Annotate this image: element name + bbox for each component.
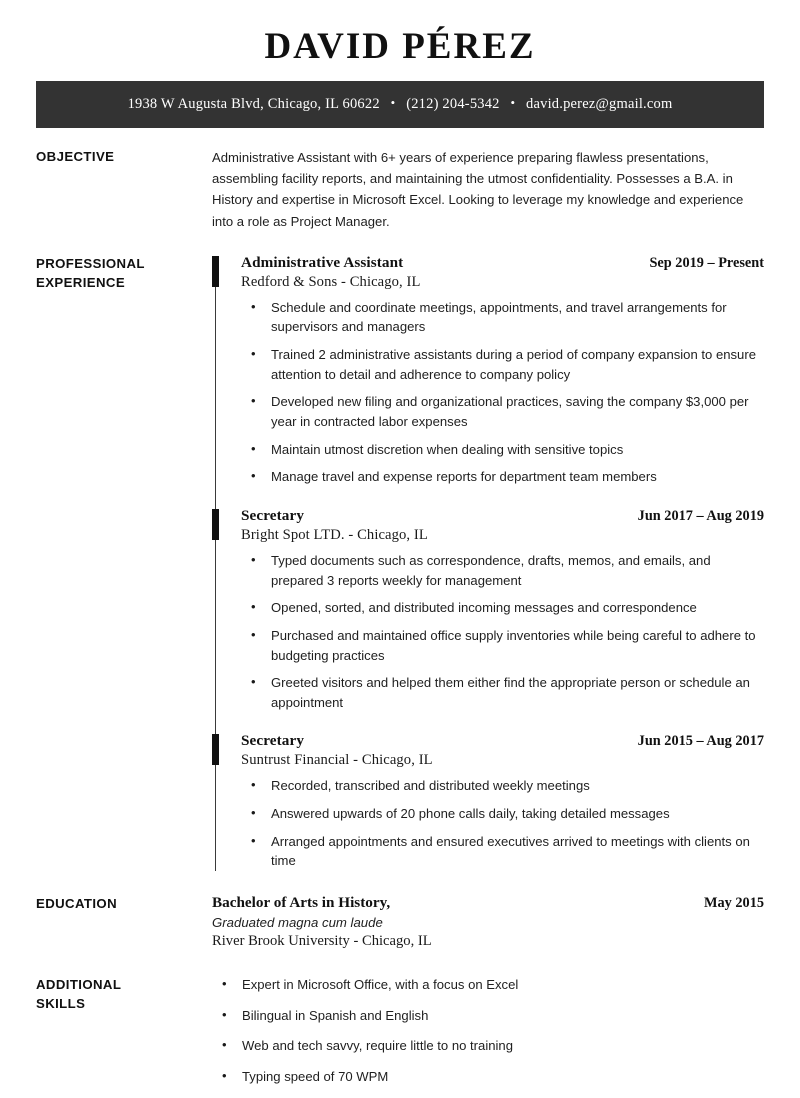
education-school: River Brook University - Chicago, IL: [212, 932, 432, 949]
skills-section: [36, 975, 764, 1098]
education-degree: Bachelor of Arts in History,: [212, 893, 391, 911]
contact-separator-2: •: [510, 95, 516, 110]
job-bullet: • Developed new filing and organizational practices, saving the company $3,000 per year in contracted labor expenses: [241, 392, 764, 431]
experience-section: [36, 254, 764, 871]
section-label-objective: OBJECTIVE: [36, 149, 115, 164]
job-dates: Jun 2017 – Aug 2019: [637, 507, 764, 524]
experience-entry: [241, 254, 764, 487]
section-label-experience: [36, 254, 212, 292]
job-bullet-list: [241, 551, 764, 712]
job-bullet-list: [241, 776, 764, 871]
job-bullet: • Greeted visitors and helped them either find the appropriate person or schedule an appointment: [241, 673, 764, 712]
timeline-rail: [215, 257, 216, 871]
job-bullet: • Schedule and coordinate meetings, appointments, and travel arrangements for supervisors and managers: [241, 298, 764, 337]
section-label-skills: [36, 975, 212, 1013]
job-bullet: • Opened, sorted, and distributed incoming messages and correspondence: [241, 598, 764, 618]
job-bullet: • Answered upwards of 20 phone calls daily, taking detailed messages: [241, 804, 764, 824]
timeline-marker-icon: [212, 256, 219, 287]
contact-phone: (212) 204-5342: [406, 96, 500, 112]
contact-email: david.perez@gmail.com: [526, 96, 673, 112]
job-bullet: • Recorded, transcribed and distributed weekly meetings: [241, 776, 764, 796]
job-title: Secretary: [241, 732, 305, 750]
contact-bar: [36, 81, 764, 128]
timeline-marker-icon: [212, 509, 219, 540]
job-title: Secretary: [241, 506, 305, 524]
experience-timeline: [212, 254, 764, 871]
objective-section: [36, 147, 764, 232]
skill-item: • Web and tech savvy, require little to no training: [212, 1036, 764, 1056]
experience-entry: [241, 507, 764, 712]
job-headline: [241, 254, 764, 272]
job-headline: [241, 732, 764, 750]
section-label-skills-line2: SKILLS: [36, 995, 86, 1011]
experience-body: [212, 254, 764, 871]
section-label-experience-line1: PROFESSIONAL: [36, 255, 145, 271]
education-headline: [212, 894, 764, 912]
job-company: Redford & Sons - Chicago, IL: [241, 273, 421, 290]
timeline-marker-icon: [212, 734, 219, 765]
job-bullet: • Manage travel and expense reports for department team members: [241, 467, 764, 487]
job-bullet: • Purchased and maintained office supply inventories while being careful to adhere to budgeting practices: [241, 626, 764, 665]
job-dates: Sep 2019 – Present: [649, 254, 764, 271]
contact-address: 1938 W Augusta Blvd, Chicago, IL 60622: [127, 96, 380, 112]
objective-body: [212, 147, 764, 232]
candidate-name: DAVID PÉREZ: [264, 26, 536, 67]
job-company: Suntrust Financial - Chicago, IL: [241, 752, 433, 769]
section-label-experience-line2: EXPERIENCE: [36, 274, 126, 290]
job-title: Administrative Assistant: [241, 253, 404, 271]
education-section: [36, 894, 764, 950]
experience-entry: [241, 732, 764, 871]
job-bullet: • Maintain utmost discretion when dealing with sensitive topics: [241, 440, 764, 460]
job-dates: Jun 2015 – Aug 2017: [637, 733, 764, 750]
job-bullet-list: [241, 298, 764, 487]
skill-item: • Expert in Microsoft Office, with a focus on Excel: [212, 975, 764, 995]
job-company: Bright Spot LTD. - Chicago, IL: [241, 526, 428, 543]
objective-text: Administrative Assistant with 6+ years of experience preparing flawless presentations, assembling facility reports, and maintaining the utmost confidentiality. Possesses a B.A. in History and expertise in Microsoft Excel. Looking to leverage my knowledge and experience into a role as Project Manager.: [212, 150, 744, 229]
job-bullet: • Arranged appointments and ensured executives arrived to meetings with clients on time: [241, 832, 764, 871]
job-headline: [241, 507, 764, 525]
skills-body: [212, 975, 764, 1098]
education-honors: Graduated magna cum laude: [212, 914, 383, 930]
education-body: [212, 894, 764, 950]
education-date: May 2015: [704, 894, 764, 911]
section-label-education: EDUCATION: [36, 895, 118, 911]
section-label-skills-line1: ADDITIONAL: [36, 976, 122, 992]
contact-separator-1: •: [390, 95, 396, 110]
job-bullet: • Trained 2 administrative assistants during a period of company expansion to ensure attention to detail and adherence to company policy: [241, 345, 764, 384]
skills-list: [212, 975, 764, 1087]
skill-item: • Typing speed of 70 WPM: [212, 1067, 764, 1087]
job-bullet: • Typed documents such as correspondence, drafts, memos, and emails, and prepared 3 reports weekly for management: [241, 551, 764, 590]
skill-item: • Bilingual in Spanish and English: [212, 1006, 764, 1026]
